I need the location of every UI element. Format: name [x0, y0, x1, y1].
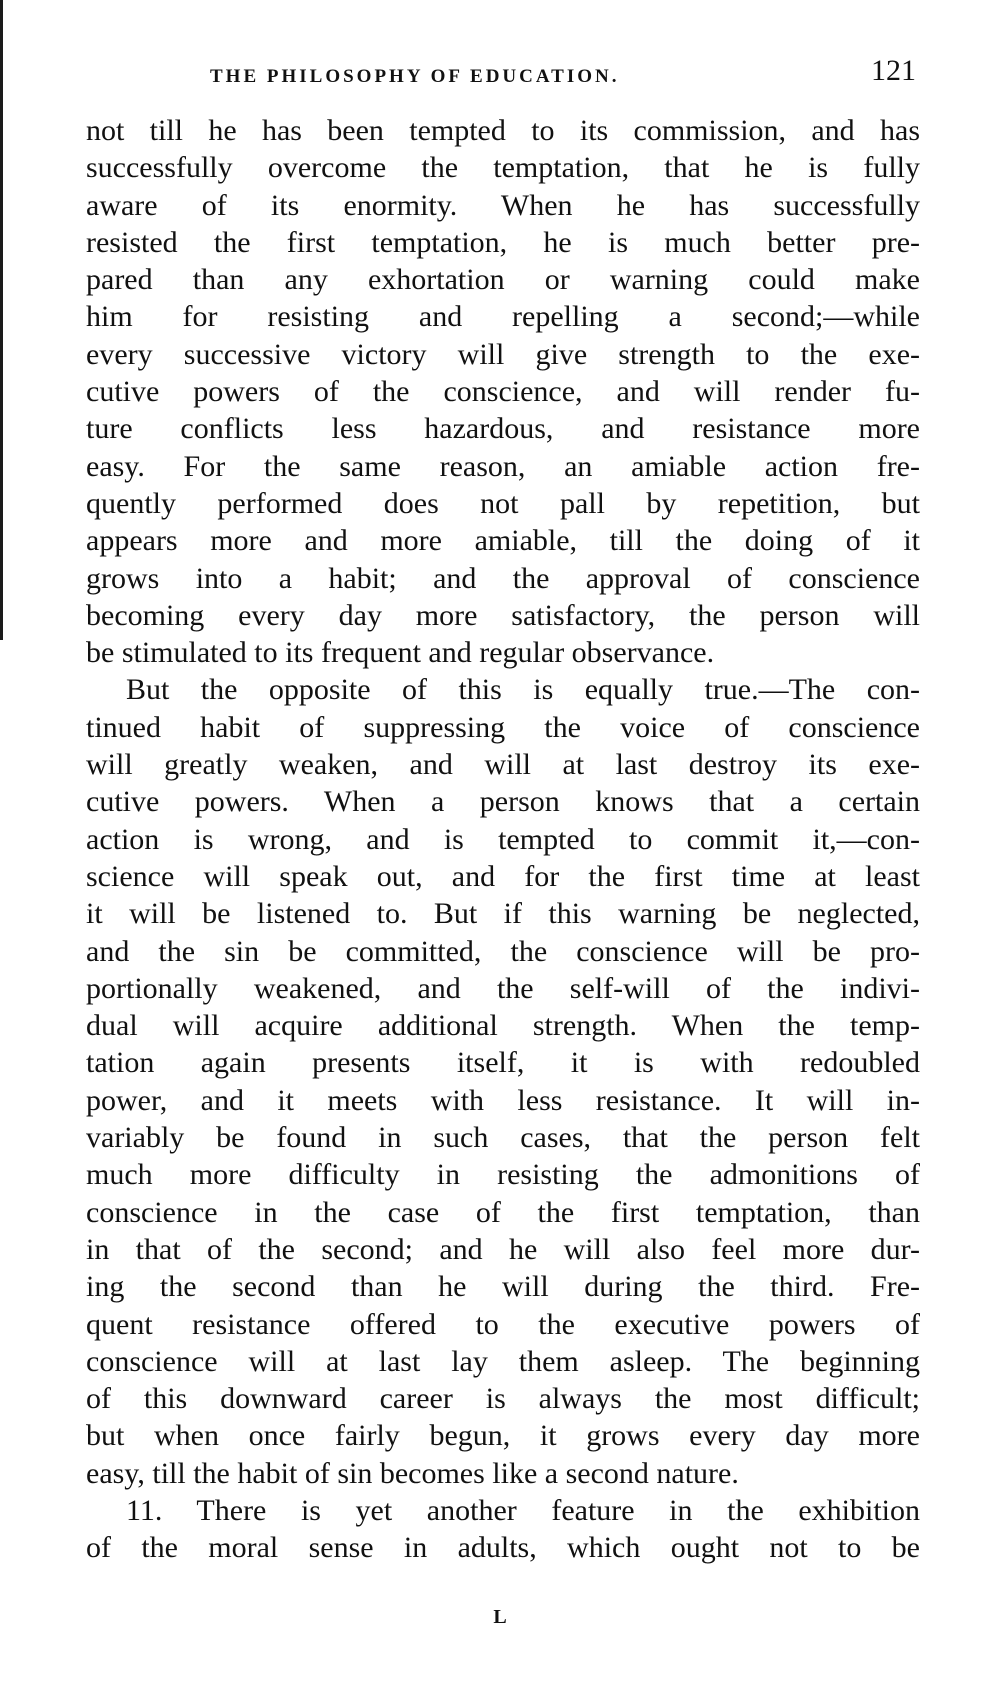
text-line: conscience in the case of the first temptation, than — [86, 1195, 920, 1229]
text-line: aware of its enormity. When he has successfully — [86, 188, 920, 222]
text-line: him for resisting and repelling a second;—while — [86, 300, 920, 334]
text-line: in that of the second; and he will also feel more dur- — [86, 1232, 920, 1266]
page-number: 121 — [871, 54, 916, 87]
text-line: much more difficulty in resisting the admonitions of — [86, 1158, 920, 1192]
text-line: of this downward career is always the most difficult; — [86, 1382, 920, 1416]
text-line: becoming every day more satisfactory, the person will — [86, 598, 920, 632]
text-line: easy, till the habit of sin becomes like a second nature. — [86, 1456, 739, 1490]
text-line: and the sin be committed, the conscience will be pro- — [86, 934, 920, 968]
text-line: portionally weakened, and the self-will of the indivi- — [86, 971, 920, 1005]
text-line: ture conflicts less hazardous, and resistance more — [86, 412, 920, 446]
signature-mark: L — [493, 1606, 507, 1628]
page-header — [86, 54, 920, 94]
text-line: but when once fairly begun, it grows every day more — [86, 1419, 920, 1453]
text-line: appears more and more amiable, till the doing of it — [86, 524, 920, 558]
text-line: every successive victory will give strength to the exe- — [86, 337, 920, 371]
text-line: variably be found in such cases, that the person felt — [86, 1121, 920, 1155]
text-line: 11. There is yet another feature in the exhibition — [126, 1493, 920, 1527]
running-head: THE PHILOSOPHY OF EDUCATION. — [210, 66, 620, 87]
text-line: will greatly weaken, and will at last destroy its exe- — [86, 748, 920, 782]
text-line: tation again presents itself, it is with redoubled — [86, 1046, 920, 1080]
text-line: it will be listened to. But if this warning be neglected, — [86, 897, 920, 931]
text-line: successfully overcome the temptation, that he is fully — [86, 151, 920, 185]
text-line: conscience will at last lay them asleep. The beginning — [86, 1344, 920, 1378]
text-line: dual will acquire additional strength. When the temp- — [86, 1009, 920, 1043]
text-line: pared than any exhortation or warning could make — [86, 263, 920, 297]
text-line: But the opposite of this is equally true.—The con- — [126, 673, 920, 707]
text-line: ing the second than he will during the third. Fre- — [86, 1270, 920, 1304]
text-line: quent resistance offered to the executive powers of — [86, 1307, 920, 1341]
text-line: science will speak out, and for the first time at least — [86, 859, 920, 893]
binding-edge-mark — [0, 540, 3, 558]
text-line: resisted the first temptation, he is much better pre- — [86, 225, 920, 259]
text-line: power, and it meets with less resistance. It will in- — [86, 1083, 920, 1117]
body-text — [86, 112, 920, 1567]
text-line: cutive powers. When a person knows that a certain — [86, 785, 920, 819]
text-line: easy. For the same reason, an amiable action fre- — [86, 449, 920, 483]
text-line: not till he has been tempted to its commission, and has — [86, 114, 920, 147]
text-line: be stimulated to its frequent and regular observance. — [86, 636, 715, 670]
text-line: action is wrong, and is tempted to commit it,—con- — [86, 822, 920, 856]
text-line: tinued habit of suppressing the voice of conscience — [86, 710, 920, 744]
binding-edge-mark — [0, 580, 3, 594]
text-line: cutive powers of the conscience, and will render fu- — [86, 375, 920, 409]
text-line: of the moral sense in adults, which ought not to be — [86, 1531, 920, 1565]
text-line: grows into a habit; and the approval of conscience — [86, 561, 920, 595]
text-line: quently performed does not pall by repetition, but — [86, 486, 920, 520]
